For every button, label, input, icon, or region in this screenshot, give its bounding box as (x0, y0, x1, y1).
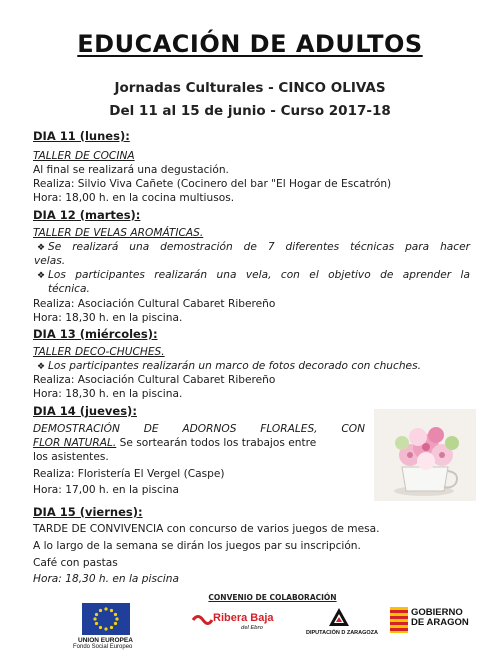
aragon-logo (390, 607, 408, 633)
day13-hora: Hora: 18,30 h. en la piscina. (33, 388, 183, 400)
eu-logo (82, 603, 130, 635)
ribera-sublabel: del Ebro (241, 625, 264, 631)
day11-heading: DIA 11 (lunes): (33, 129, 130, 143)
day11-hora: Hora: 18,00 h. en la cocina multiusos. (33, 192, 235, 204)
ribera-icon (191, 612, 213, 628)
day11-workshop: TALLER DE COCINA (33, 150, 135, 162)
ribera-label: Ribera Baja (213, 612, 274, 624)
day12-bullet2-cont: técnica. (48, 283, 90, 295)
day15-line1: TARDE DE CONVIVENCIA con concurso de varios juegos de mesa. (33, 523, 380, 535)
diamond-bullet-icon: ❖ (37, 270, 46, 280)
flower-cup-image (374, 409, 476, 501)
day12-bullet2: Los participantes realizarán una vela, con el objetivo de aprender la (48, 269, 470, 281)
day12-hora: Hora: 18,30 h. en la piscina. (33, 312, 183, 324)
eu-flag-icon (82, 603, 130, 635)
gobierno-label: GOBIERNO (411, 607, 463, 618)
page-title: EDUCACIÓN DE ADULTOS (77, 30, 423, 58)
diputacion-logo (328, 606, 350, 628)
aragon-label: DE ARAGON (411, 617, 469, 628)
subtitle-line1: Jornadas Culturales - CINCO OLIVAS (114, 80, 386, 96)
day13-workshop: TALLER DECO-CHUCHES. (33, 346, 165, 358)
day14-line3: los asistentes. (33, 451, 109, 463)
day15-hora: Hora: 18,30 h. en la piscina (33, 573, 179, 585)
day12-realiza: Realiza: Asociación Cultural Cabaret Ribereño (33, 298, 276, 310)
footer-title: CONVENIO DE COLABORACIÓN (208, 593, 337, 602)
eu-label: UNION EUROPEA (78, 637, 133, 644)
day14-line1: DEMOSTRACIÓN DE ADORNOS FLORALES, CON (33, 423, 365, 435)
day14-heading: DIA 14 (jueves): (33, 404, 137, 418)
diamond-bullet-icon: ❖ (37, 361, 46, 371)
day12-workshop: TALLER DE VELAS AROMÁTICAS. (33, 227, 204, 239)
diamond-bullet-icon: ❖ (37, 242, 46, 252)
day12-bullet1-cont: velas. (34, 255, 66, 267)
day15-line3: Café con pastas (33, 557, 118, 569)
aragon-flag-icon (390, 607, 408, 633)
day14-line2-rest: Se sortearán todos los trabajos entre (116, 437, 317, 449)
day13-heading: DIA 13 (miércoles): (33, 327, 158, 341)
day14-line2 (33, 437, 316, 450)
day11-realiza: Realiza: Silvio Viva Cañete (Cocinero del bar "El Hogar de Escatrón) (33, 178, 392, 190)
subtitle-line2: Del 11 al 15 de junio - Curso 2017-18 (109, 103, 391, 119)
day12-heading: DIA 12 (martes): (33, 208, 141, 222)
day15-line2: A lo largo de la semana se dirán los juegos par su inscripción. (33, 540, 361, 552)
diputacion-icon (328, 606, 350, 628)
day14-realiza: Realiza: Floristería El Vergel (Caspe) (33, 468, 225, 480)
eu-sublabel: Fondo Social Europeo (73, 644, 133, 650)
day14-line2-emph: FLOR NATURAL. (33, 437, 117, 449)
day15-heading: DIA 15 (viernes): (33, 505, 143, 519)
day11-line1: Al final se realizará una degustación. (33, 164, 229, 176)
diputacion-label: DIPUTACIÓN D ZARAGOZA (306, 630, 379, 636)
day13-bullet1: Los participantes realizarán un marco de fotos decorado con chuches. (48, 360, 421, 372)
ribera-baja-logo (191, 610, 274, 634)
day14-hora: Hora: 17,00 h. en la piscina (33, 484, 179, 496)
day13-realiza: Realiza: Asociación Cultural Cabaret Ribereño (33, 374, 276, 386)
day12-bullet1: Se realizará una demostración de 7 diferentes técnicas para hacer (48, 241, 470, 253)
